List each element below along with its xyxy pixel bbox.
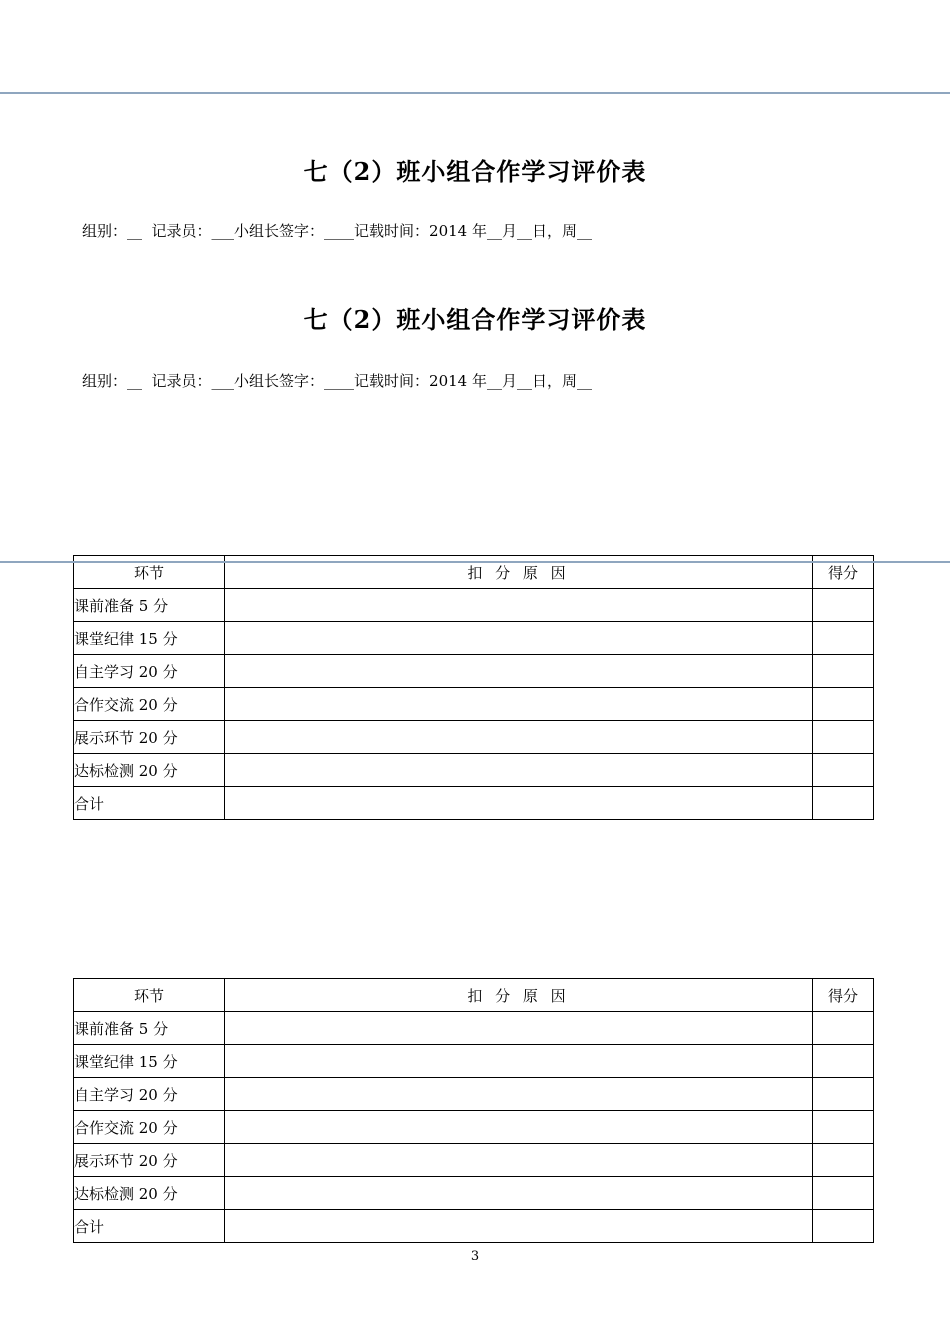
form-info-line: 组别：__ 记录员：___小组长签字：____记载时间：2014 年__月__日，周__ xyxy=(82,222,592,240)
reason-cell[interactable] xyxy=(225,1144,813,1177)
score-cell[interactable] xyxy=(813,1078,874,1111)
reason-cell[interactable] xyxy=(225,1078,813,1111)
row-label: 达标检测 20 分 xyxy=(74,754,225,787)
row-label: 课堂纪律 15 分 xyxy=(74,1045,225,1078)
row-label: 合作交流 20 分 xyxy=(74,1111,225,1144)
table-row xyxy=(74,622,874,655)
row-label: 合计 xyxy=(74,1210,225,1243)
row-label: 课前准备 5 分 xyxy=(74,589,225,622)
score-cell[interactable] xyxy=(813,655,874,688)
header-deduction-reason: 扣 分 原 因 xyxy=(225,556,813,589)
reason-cell[interactable] xyxy=(225,721,813,754)
row-label: 课前准备 5 分 xyxy=(74,1012,225,1045)
row-label: 自主学习 20 分 xyxy=(74,1078,225,1111)
score-cell[interactable] xyxy=(813,1144,874,1177)
score-cell[interactable] xyxy=(813,1210,874,1243)
row-label: 合作交流 20 分 xyxy=(74,688,225,721)
table-row-total xyxy=(74,1210,874,1243)
score-cell[interactable] xyxy=(813,754,874,787)
table-row xyxy=(74,589,874,622)
reason-cell[interactable] xyxy=(225,1177,813,1210)
evaluation-table xyxy=(73,978,874,1243)
table-row xyxy=(74,1111,874,1144)
table-header-row xyxy=(74,979,874,1012)
evaluation-table xyxy=(73,555,874,820)
header-section: 环节 xyxy=(74,556,225,589)
reason-cell[interactable] xyxy=(225,655,813,688)
score-cell[interactable] xyxy=(813,589,874,622)
reason-cell[interactable] xyxy=(225,1012,813,1045)
page-break-rule xyxy=(0,561,950,563)
table-row xyxy=(74,655,874,688)
header-score: 得分 xyxy=(813,979,874,1012)
row-label: 合计 xyxy=(74,787,225,820)
score-cell[interactable] xyxy=(813,1177,874,1210)
score-cell[interactable] xyxy=(813,622,874,655)
header-section: 环节 xyxy=(74,979,225,1012)
table-row xyxy=(74,1078,874,1111)
reason-cell[interactable] xyxy=(225,622,813,655)
reason-cell[interactable] xyxy=(225,1111,813,1144)
table-row xyxy=(74,754,874,787)
table-row-total xyxy=(74,787,874,820)
table-row xyxy=(74,721,874,754)
table-row xyxy=(74,1012,874,1045)
form-title: 七（2）班小组合作学习评价表 xyxy=(303,305,647,334)
page-number: 3 xyxy=(470,1249,480,1264)
reason-cell[interactable] xyxy=(225,1210,813,1243)
table-row xyxy=(74,1177,874,1210)
form-info-line: 组别：__ 记录员：___小组长签字：____记载时间：2014 年__月__日，周__ xyxy=(82,372,592,390)
score-cell[interactable] xyxy=(813,721,874,754)
row-label: 课堂纪律 15 分 xyxy=(74,622,225,655)
row-label: 达标检测 20 分 xyxy=(74,1177,225,1210)
row-label: 展示环节 20 分 xyxy=(74,1144,225,1177)
table-row xyxy=(74,1045,874,1078)
score-cell[interactable] xyxy=(813,1111,874,1144)
reason-cell[interactable] xyxy=(225,688,813,721)
score-cell[interactable] xyxy=(813,787,874,820)
page-top-rule xyxy=(0,92,950,94)
score-cell[interactable] xyxy=(813,1045,874,1078)
row-label: 展示环节 20 分 xyxy=(74,721,225,754)
row-label: 自主学习 20 分 xyxy=(74,655,225,688)
table-row xyxy=(74,688,874,721)
reason-cell[interactable] xyxy=(225,754,813,787)
reason-cell[interactable] xyxy=(225,1045,813,1078)
score-cell[interactable] xyxy=(813,1012,874,1045)
header-score: 得分 xyxy=(813,556,874,589)
form-title: 七（2）班小组合作学习评价表 xyxy=(303,157,647,186)
table-row xyxy=(74,1144,874,1177)
reason-cell[interactable] xyxy=(225,787,813,820)
score-cell[interactable] xyxy=(813,688,874,721)
reason-cell[interactable] xyxy=(225,589,813,622)
header-deduction-reason: 扣 分 原 因 xyxy=(225,979,813,1012)
